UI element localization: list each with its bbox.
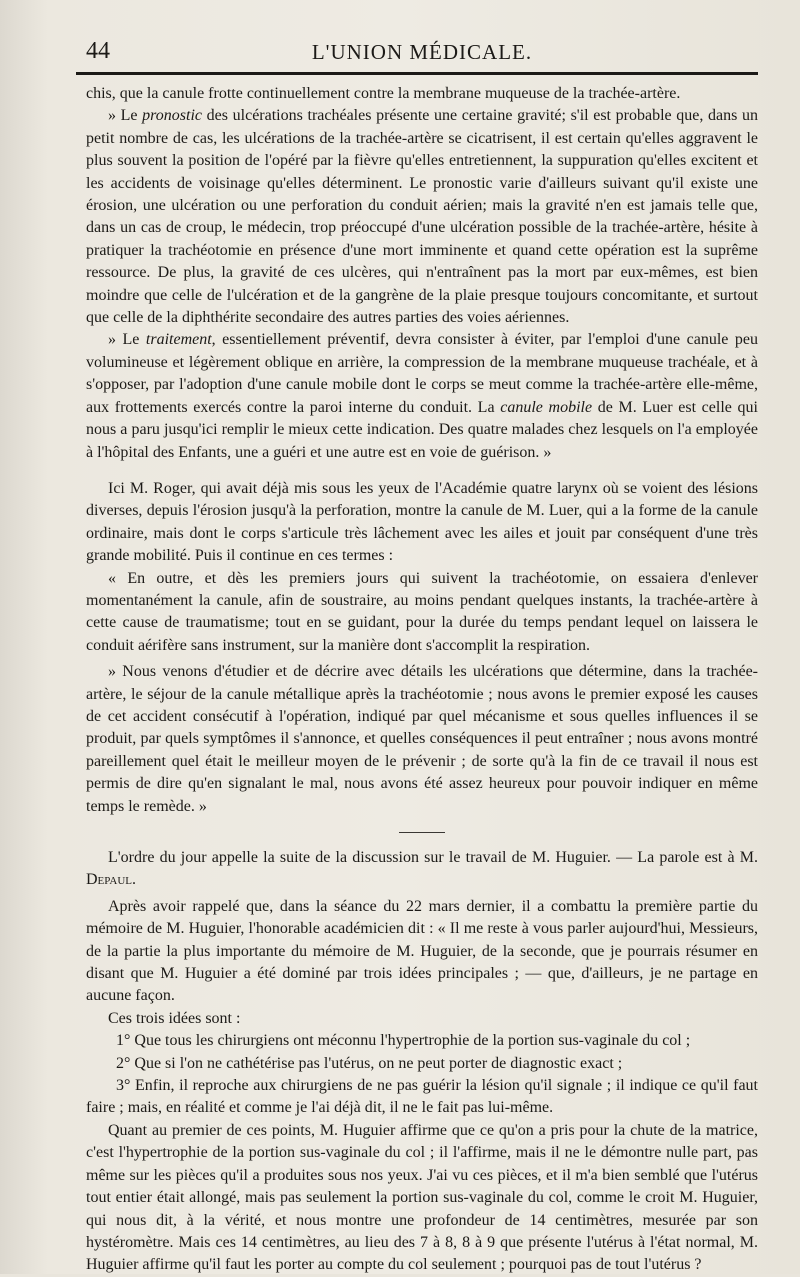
paragraph-text: chis, que la canule frotte continuellement contre la membrane muqueuse de la trachée-artère. [86,85,681,102]
list-item [86,1075,758,1120]
paragraph-text: des ulcérations trachéales présente une certaine gravité; s'il est probable que, dans un petit nombre de cas, les ulcérations de la trachée-artère se cicatrisent, il est certain qu'elles aggravent le plus souvent la position de l'opéré par la fièvre qu'elles entretiennent, la suppuration qu'elles excitent et les accidents de voisinage qu'elles déterminent. Le pronostic varie d'ailleurs suivant qu'il existe une érosion, une ulcération ou une perforation du conduit aérien; mais la gravité n'en est jamais telle que, dans un cas de croup, le médecin, trop préoccupé d'une ulcération possible de la trachée-artère, hésite à pratiquer la trachéotomie en présence d'une mort imminente et quand cette opération est la suprême ressource. De plus, la gravité de ces ulcères, qui n'entraînent pas la mort par eux-mêmes, est bien moindre que celle de l'ulcération et de la gangrène de la plaie presque toujours concomitante, et surtout que celle de la diphthérite secondaire des autres parties des voies aériennes. [86,107,758,327]
paragraph-text: 2° Que si l'on ne cathétérise pas l'utérus, on ne peut porter de diagnostic exact ; [116,1054,623,1072]
page-number: 44 [86,38,110,64]
paragraph [86,478,758,568]
article-body [86,83,758,1277]
small-caps-text: Depaul [86,871,132,889]
paragraph-text: » Le [108,107,143,125]
section-separator [399,832,445,833]
paragraph-text: Après avoir rappelé que, dans la séance du 22 mars dernier, il a combattu la première partie du mémoire de M. Huguier, l'honorable académicien dit : « Il me reste à vous parler aujourd'hui, Messieurs, de la partie la plus importante du mémoire de M. Huguier, de la seconde, que je pourrais résumer en disant que M. Huguier a été dominé par trois idées principales ; — que, d'ailleurs, je ne partage en aucune façon. [86,897,758,1005]
italic-text: traitement [145,331,212,349]
italic-text: canule mobile [500,398,593,416]
header-rule [76,72,758,75]
paragraph-text: . [132,871,136,889]
paragraph-text: de M. Luer est celle qui nous a paru jusqu'ici remplir le mieux cette indication. Des quatre malades chez lesquels on l'a employée à l'hôpital des Enfants, une a guéri et une autre est en voie de guérison. » [86,398,758,461]
paragraph [86,661,758,818]
list-item [86,1030,758,1052]
paragraph [86,1120,758,1277]
paragraph-text: , essentiellement préventif, devra consister à éviter, par l'emploi d'une canule peu volumineuse et légèrement oblique en arrière, la compression de la membrane muqueuse trachéale, et à s'opposer, par l'adoption d'une canule mobile dont le corps se meut comme la trachée-artère elle-même, aux frottements exercés contre la paroi interne du conduit. La [86,331,759,416]
paragraph [86,329,758,463]
paragraph-text: L'ordre du jour appelle la suite de la discussion sur le travail de M. Huguier. — La parole est à M. [108,849,758,866]
paragraph [86,847,758,892]
paragraph-text: » Nous venons d'étudier et de décrire avec détails les ulcérations que détermine, dans la trachée-artère, le séjour de la canule métallique après la trachéotomie ; nous avons le premier exposé les causes de cet accident consécutif à l'opération, indiqué par quel mécanisme et sous quelles influences il se produit, par quels symptômes il s'annonce, et quelles conséquences il peut entraîner ; nous avons montré pareillement quel était le meilleur moyen de le prévenir ; de sorte qu'à la fin de ce travail il nous est permis de dire qu'en signalant le mal, nous avons été assez heureux pour pouvoir indiquer en même temps le remède. » [86,663,758,815]
paragraph-text: Ici M. Roger, qui avait déjà mis sous les yeux de l'Académie quatre larynx où se voient des lésions diverses, depuis l'érosion jusqu'à la perforation, montre la canule de M. Luer, qui a la forme de la canule ordinaire, mais dont le corps s'articule très lâchement avec les ailes et jouit par conséquent d'une très grande mobilité. Puis il continue en ces termes : [86,479,758,565]
paragraph [86,83,758,105]
running-header [86,36,758,70]
paragraph-text: 1° Que tous les chirurgiens ont méconnu l'hypertrophie de la portion sus-vaginale du col ; [116,1032,691,1050]
paragraph [86,568,758,658]
paragraph-text: Ces trois idées sont : [108,1009,241,1027]
journal-title: L'UNION MÉDICALE. [311,40,533,64]
list-item [86,1053,758,1075]
paragraph [86,896,758,1008]
paragraph-text: » Le [108,331,146,349]
paragraph [86,1008,758,1030]
paragraph-text: « En outre, et dès les premiers jours qui suivent la trachéotomie, on essaiera d'enlever momentanément la canule, afin de soustraire, au moins pendant quelques instants, la trachée-artère à cette cause de traumatisme; tout en se guidant, pour la durée du temps pendant lequel on laissera le conduit aérifère sans instrument, sur la manière dont s'accomplit la respiration. [86,569,758,654]
paragraph-text: 3° Enfin, il reproche aux chirurgiens de ne pas guérir la lésion qu'il signale ; il indique ce qu'il faut faire ; mais, en réalité et comme je l'ai déjà dit, il ne le fait pas lui-même. [86,1077,758,1117]
paragraph [86,105,758,329]
italic-text: pronostic [142,107,203,125]
paragraph-text: Quant au premier de ces points, M. Huguier affirme que ce qu'on a pris pour la chute de la matrice, c'est l'hypertrophie de la portion sus-vaginale du col ; il l'affirme, mais il ne le démontre nulle part, pas même sur les pièces qu'il a produites sous nos yeux. J'ai vu ces pièces, et il m'a bien semblé que l'utérus tout entier était allongé, mais pas seulement la portion sus-vaginale du col, comme le croit M. Huguier, qui nous dit, à la vérité, et nous montre une profondeur de 14 centimètres, mesurée par son hystéromètre. Mais ces 14 centimètres, au lieu des 7 à 8, 8 à 9 que présente l'utérus à l'état normal, M. Huguier affirme qu'il faut les porter au compte du col seulement ; pourquoi pas de tout l'utérus ? [86,1121,758,1274]
